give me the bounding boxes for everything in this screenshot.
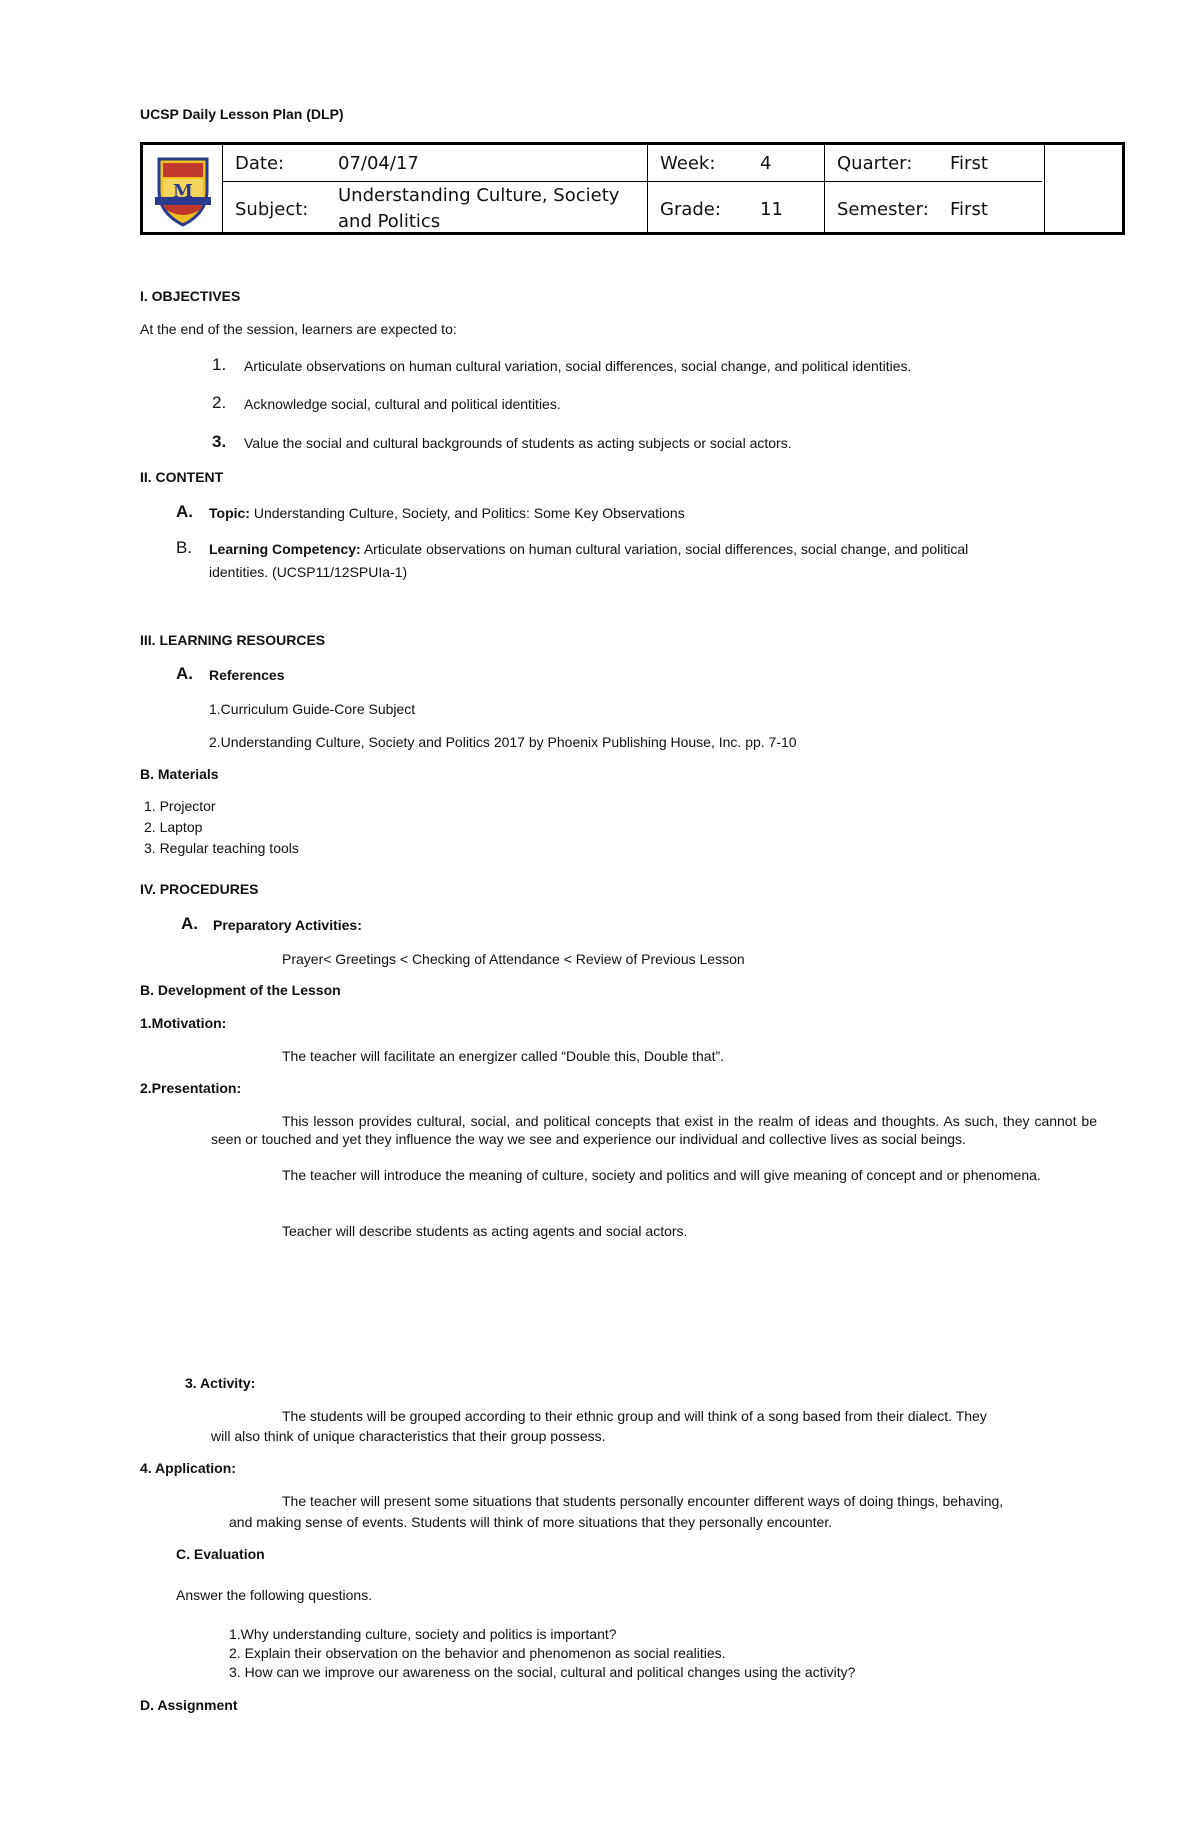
- references-label: References: [209, 667, 285, 683]
- objective-item: Articulate observations on human cultural variation, social differences, social change, and political identities.: [244, 358, 912, 374]
- week-label: Week:: [660, 153, 716, 174]
- activity-text-line1: The students will be grouped according to their ethnic group and will think of a song based from their dialect. They: [282, 1408, 987, 1424]
- procedures-a-marker: A.: [181, 914, 198, 933]
- reference-item: 1.Curriculum Guide-Core Subject: [209, 701, 416, 717]
- evaluation-question: 2. Explain their observation on the behavior and phenomenon as social realities.: [229, 1645, 726, 1661]
- header-table: [140, 142, 1125, 235]
- objective-number: 3.: [212, 432, 227, 451]
- presentation-paragraph: Teacher will describe students as acting agents and social actors.: [282, 1223, 688, 1239]
- development-heading: B. Development of the Lesson: [140, 982, 341, 998]
- svg-text:M: M: [173, 181, 193, 202]
- activity-label: 3. Activity:: [185, 1375, 256, 1391]
- competency-line2: identities. (UCSP11/12SPUIa-1): [209, 564, 408, 580]
- school-crest-icon: [153, 151, 213, 229]
- quarter-value: First: [950, 153, 988, 174]
- materials-heading: B. Materials: [140, 766, 219, 782]
- presentation-label: 2.Presentation:: [140, 1080, 242, 1096]
- objective-item: Value the social and cultural backgrounds of students as acting subjects or social actors.: [244, 435, 792, 451]
- semester-value: First: [950, 199, 988, 220]
- content-a-marker: A.: [176, 502, 193, 521]
- reference-item: 2.Understanding Culture, Society and Politics 2017 by Phoenix Publishing House, Inc. pp. 7-10: [209, 734, 797, 750]
- subject-value-line2: and Politics: [338, 211, 441, 232]
- application-text-line1: The teacher will present some situations that students personally encounter different ways of doing things, behaving,: [282, 1493, 1004, 1509]
- application-label: 4. Application:: [140, 1460, 236, 1476]
- grade-label: Grade:: [660, 199, 721, 220]
- objective-number: 1.: [212, 355, 227, 374]
- motivation-label: 1.Motivation:: [140, 1015, 227, 1031]
- material-item: 1. Projector: [144, 798, 216, 814]
- activity-text-line2: will also think of unique characteristics that their group possess.: [211, 1428, 606, 1444]
- evaluation-question: 3. How can we improve our awareness on the social, cultural and political changes using the activity?: [229, 1664, 856, 1680]
- competency-line1: [209, 541, 968, 557]
- week-value: 4: [760, 153, 772, 174]
- preparatory-label: Preparatory Activities:: [213, 917, 362, 933]
- grade-value: 11: [760, 199, 783, 220]
- application-text-line2: and making sense of events. Students will think of more situations that they personally encounter.: [229, 1514, 833, 1530]
- objective-item: Acknowledge social, cultural and political identities.: [244, 396, 561, 412]
- evaluation-heading: C. Evaluation: [176, 1546, 265, 1562]
- resources-a-marker: A.: [176, 664, 193, 683]
- topic-label: Topic:: [209, 505, 250, 521]
- presentation-paragraph: The teacher will introduce the meaning of culture, society and politics and will give meaning of concept and or phenomena.: [282, 1167, 1041, 1183]
- content-heading: II. CONTENT: [140, 469, 224, 485]
- subject-label: Subject:: [235, 199, 309, 220]
- content-b-marker: B.: [176, 538, 193, 557]
- competency-text: Articulate observations on human cultural variation, social differences, social change, and political: [363, 541, 969, 557]
- topic-text: Understanding Culture, Society, and Politics: Some Key Observations: [253, 505, 685, 521]
- evaluation-intro: Answer the following questions.: [176, 1587, 373, 1603]
- objectives-intro: At the end of the session, learners are expected to:: [140, 321, 457, 337]
- material-item: 2. Laptop: [144, 819, 203, 835]
- procedures-heading: IV. PROCEDURES: [140, 881, 259, 897]
- topic-line: [209, 505, 685, 521]
- preparatory-text: Prayer< Greetings < Checking of Attendance < Review of Previous Lesson: [282, 951, 745, 967]
- date-label: Date:: [235, 153, 285, 174]
- subject-value-line1: Understanding Culture, Society: [338, 185, 620, 206]
- document-title: UCSP Daily Lesson Plan (DLP): [140, 106, 344, 122]
- assignment-heading: D. Assignment: [140, 1697, 238, 1713]
- date-value: 07/04/17: [338, 153, 419, 174]
- material-item: 3. Regular teaching tools: [144, 840, 299, 856]
- presentation-paragraph: This lesson provides cultural, social, and political concepts that exist in the realm of ideas and thoughts. As such, they cannot be seen or touched and yet they influence the way we see and experience our individual and collective lives as social beings.: [211, 1113, 1097, 1147]
- resources-heading: III. LEARNING RESOURCES: [140, 632, 326, 648]
- competency-label: Learning Competency:: [209, 541, 361, 557]
- semester-label: Semester:: [837, 199, 929, 220]
- objectives-heading: I. OBJECTIVES: [140, 288, 241, 304]
- objective-number: 2.: [212, 393, 227, 412]
- motivation-text: The teacher will facilitate an energizer called “Double this, Double that”.: [282, 1048, 725, 1064]
- evaluation-question: 1.Why understanding culture, society and politics is important?: [229, 1626, 617, 1642]
- quarter-label: Quarter:: [837, 153, 913, 174]
